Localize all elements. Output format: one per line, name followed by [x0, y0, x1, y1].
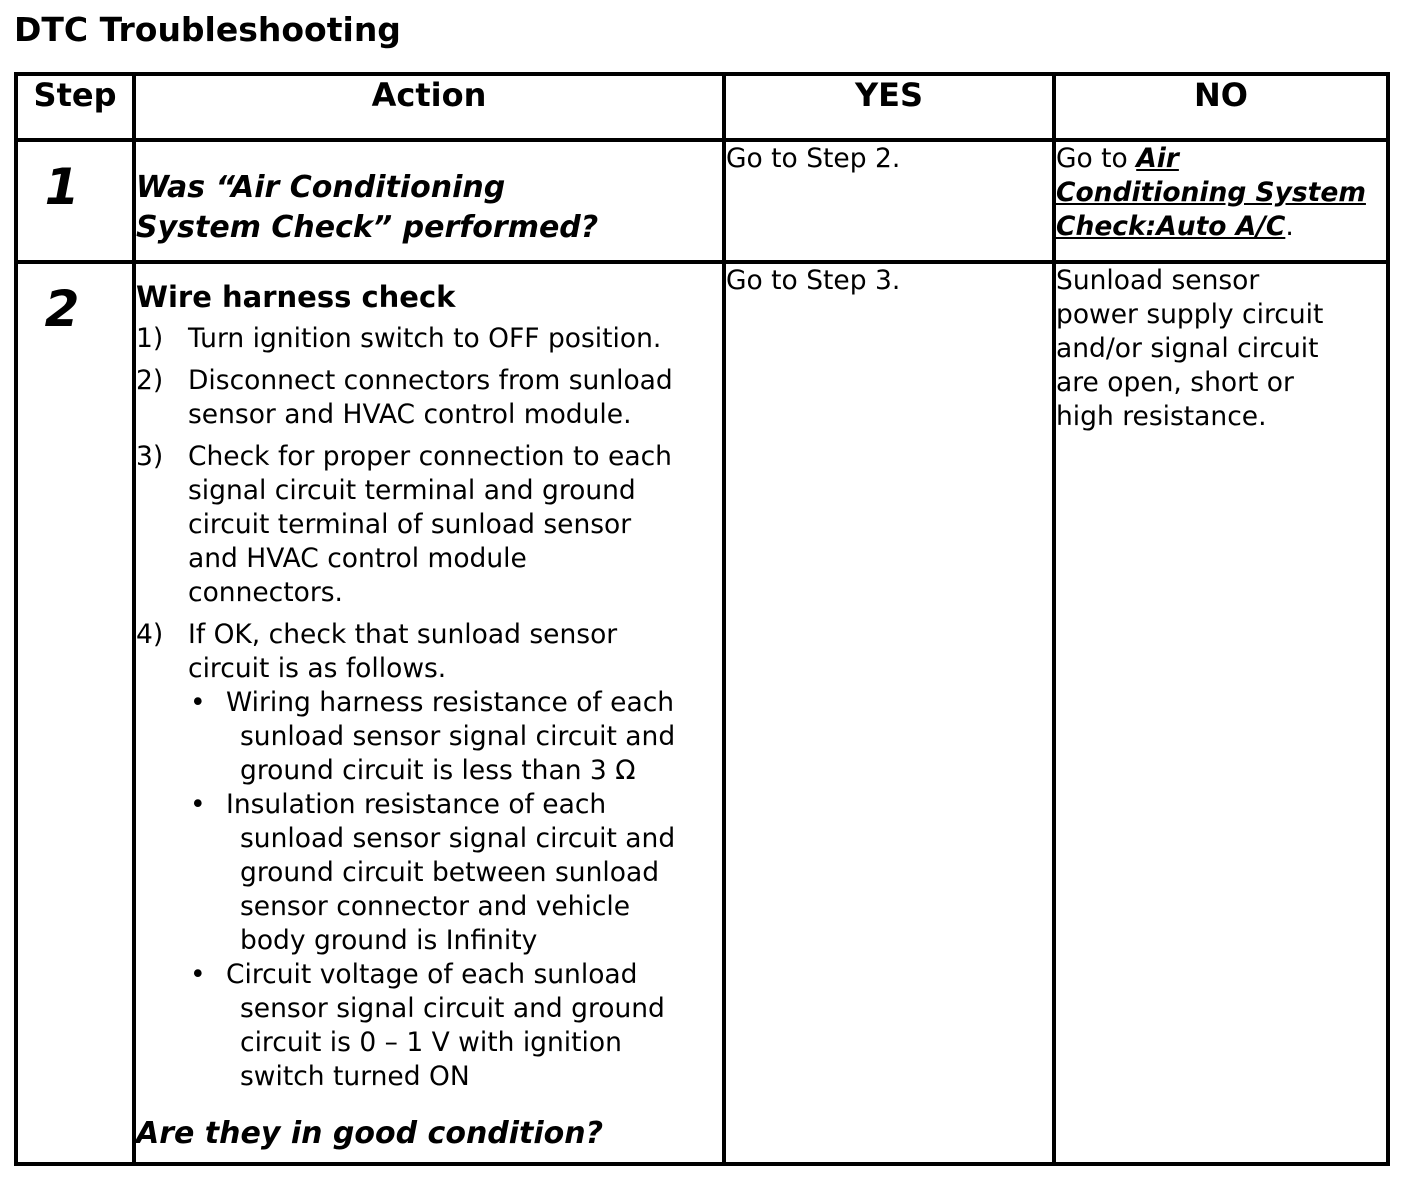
table-row — [16, 262, 1388, 1164]
step-number: 1 — [44, 158, 80, 216]
bullet-line: Wiring harness resistance of each — [226, 687, 675, 718]
item-line: Check for proper connection to each — [188, 441, 672, 472]
item-line: circuit terminal of sunload sensor — [188, 509, 632, 540]
ac-system-check-link[interactable]: Check:Auto A/C — [1056, 211, 1286, 242]
bullet-line: Circuit voltage of each sunload — [226, 959, 638, 990]
procedure-list — [136, 322, 722, 1094]
item-text — [188, 364, 722, 432]
list-item — [136, 322, 722, 356]
item-line: Turn ignition switch to OFF position. — [188, 323, 662, 354]
header-no: NO — [1054, 74, 1388, 140]
item-number: 1) — [136, 323, 164, 354]
bullet-dot: • — [190, 959, 206, 990]
no-cell — [1054, 140, 1388, 262]
no-result — [1056, 142, 1386, 176]
bullet-item — [188, 686, 722, 788]
bullet-item — [188, 958, 722, 1094]
bullet-item — [188, 788, 722, 958]
bullet-line: circuit is 0 – 1 V with ignition — [240, 1027, 622, 1058]
list-item — [136, 618, 722, 1094]
check-title: Wire harness check — [136, 280, 456, 314]
bullet-line: sensor signal circuit and ground — [240, 993, 665, 1024]
table-header-row — [16, 74, 1388, 140]
table-row — [16, 140, 1388, 262]
step-number: 2 — [44, 280, 80, 338]
question-line: System Check” performed? — [136, 210, 599, 245]
bullet-text — [226, 958, 722, 1094]
item-text — [188, 440, 722, 610]
no-line: Sunload sensor — [1056, 265, 1260, 296]
step-question — [136, 142, 722, 248]
step-cell — [16, 140, 134, 262]
question-line: Was “Air Conditioning — [136, 170, 506, 205]
action-cell — [134, 262, 724, 1164]
item-line: circuit is as follows. — [188, 653, 447, 684]
yes-cell — [724, 140, 1054, 262]
step-cell — [16, 262, 134, 1164]
item-number: 2) — [136, 365, 164, 396]
action-cell — [134, 140, 724, 262]
bullet-dot: • — [190, 789, 206, 820]
no-prefix: Go to — [1056, 143, 1137, 174]
bullet-line: ground circuit between sunload — [240, 857, 660, 888]
no-cell — [1054, 262, 1388, 1164]
bullet-text — [226, 686, 722, 788]
list-item — [136, 440, 722, 610]
header-action: Action — [134, 74, 724, 140]
item-line: If OK, check that sunload sensor — [188, 619, 618, 650]
page-title: DTC Troubleshooting — [14, 10, 401, 49]
bullet-dot: • — [190, 687, 206, 718]
no-line: power supply circuit — [1056, 299, 1324, 330]
list-item — [136, 364, 722, 432]
bullet-line: Insulation resistance of each — [226, 789, 607, 820]
header-step: Step — [16, 74, 134, 140]
item-number: 4) — [136, 619, 164, 650]
no-result — [1056, 264, 1386, 434]
item-text — [188, 322, 722, 356]
bullet-line: switch turned ON — [240, 1061, 470, 1092]
item-line: connectors. — [188, 577, 343, 608]
bullet-line: sunload sensor signal circuit and — [240, 823, 676, 854]
header-yes: YES — [724, 74, 1054, 140]
yes-cell — [724, 262, 1054, 1164]
ac-system-check-link[interactable]: Conditioning System — [1056, 177, 1366, 208]
yes-result: Go to Step 3. — [726, 265, 901, 296]
item-line: and HVAC control module — [188, 543, 527, 574]
yes-result: Go to Step 2. — [726, 143, 901, 174]
item-line: sensor and HVAC control module. — [188, 399, 632, 430]
item-text — [188, 618, 722, 1094]
bullet-line: ground circuit is less than 3 Ω — [240, 755, 636, 786]
bullet-line: sensor connector and vehicle — [240, 891, 631, 922]
bullet-line: body ground is Infinity — [240, 925, 538, 956]
item-number: 3) — [136, 441, 164, 472]
bullet-text — [226, 788, 722, 958]
ac-system-check-link[interactable]: Air — [1136, 143, 1179, 174]
item-line: signal circuit terminal and ground — [188, 475, 636, 506]
item-line: Disconnect connectors from sunload — [188, 365, 673, 396]
no-line: and/or signal circuit — [1056, 333, 1319, 364]
no-suffix: . — [1285, 211, 1294, 242]
no-line: high resistance. — [1056, 401, 1267, 432]
bullet-line: sunload sensor signal circuit and — [240, 721, 676, 752]
no-line: are open, short or — [1056, 367, 1294, 398]
step-question: Are they in good condition? — [136, 1116, 604, 1151]
troubleshooting-table — [14, 72, 1390, 1166]
